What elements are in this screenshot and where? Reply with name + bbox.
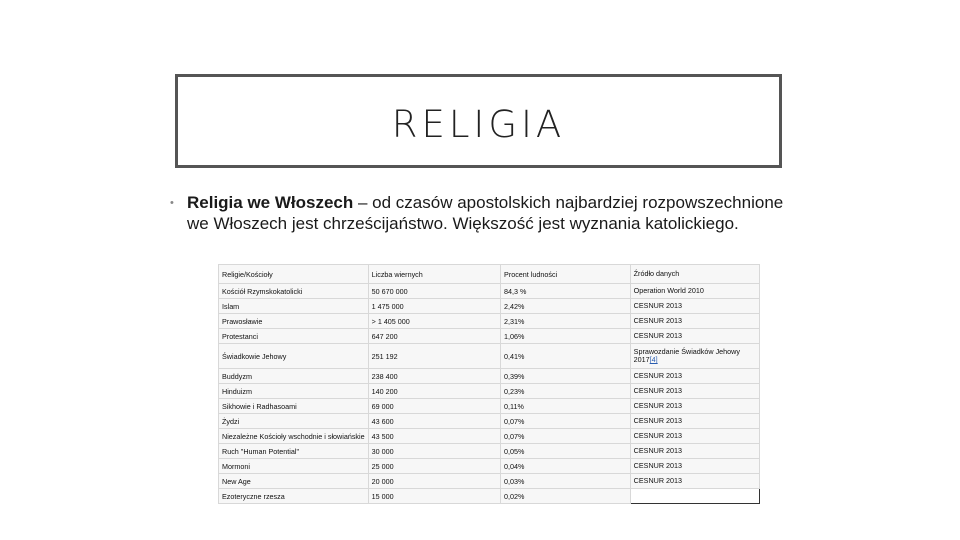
- table-cell: Islam: [219, 299, 369, 314]
- table-cell: Prawosławie: [219, 314, 369, 329]
- table-cell: 238 400: [368, 369, 500, 384]
- table-cell: 20 000: [368, 474, 500, 489]
- table-cell: 0,04%: [501, 459, 631, 474]
- table-cell: CESNUR 2013: [630, 414, 759, 429]
- table-cell: Mormoni: [219, 459, 369, 474]
- table-cell: 0,07%: [501, 429, 631, 444]
- table-cell: Operation World 2010: [630, 284, 759, 299]
- table-row: [219, 314, 760, 329]
- intro-paragraph: [187, 192, 787, 234]
- table-cell: CESNUR 2013: [630, 429, 759, 444]
- table-cell: Niezależne Kościoły wschodnie i słowiańskie: [219, 429, 369, 444]
- table-row: [219, 344, 760, 369]
- title-box: [175, 74, 782, 168]
- table-row: [219, 369, 760, 384]
- table-cell: 1,06%: [501, 329, 631, 344]
- table-cell: 30 000: [368, 444, 500, 459]
- intro-text: – od czasów apostolskich najbardziej rozpowszechnione we Włoszech jest chrześcijaństwo. Większość jest wyznania katolickiego.: [187, 193, 784, 233]
- table-cell: 0,03%: [501, 474, 631, 489]
- table-cell: 2,31%: [501, 314, 631, 329]
- table-cell: CESNUR 2013: [630, 384, 759, 399]
- table-cell: 43 500: [368, 429, 500, 444]
- table-cell: Żydzi: [219, 414, 369, 429]
- table-cell: 0,41%: [501, 344, 631, 369]
- table-cell: CESNUR 2013: [630, 474, 759, 489]
- table-cell: Ezoteryczne rzesza: [219, 489, 369, 504]
- table-cell: [630, 489, 759, 504]
- bullet-icon: •: [170, 197, 174, 209]
- table-cell: CESNUR 2013: [630, 329, 759, 344]
- table-cell: CESNUR 2013: [630, 459, 759, 474]
- table-row: [219, 444, 760, 459]
- table-header-cell: Procent ludności: [501, 265, 631, 284]
- table-cell: Sikhowie i Radhasoami: [219, 399, 369, 414]
- table-cell: 0,39%: [501, 369, 631, 384]
- table-cell: Protestanci: [219, 329, 369, 344]
- table-header-row: [219, 265, 760, 284]
- slide-title: RELIGIA: [391, 103, 566, 146]
- table-cell: 25 000: [368, 459, 500, 474]
- table-cell: 251 192: [368, 344, 500, 369]
- table-cell: Ruch "Human Potential": [219, 444, 369, 459]
- table-row: [219, 284, 760, 299]
- table-cell: Buddyzm: [219, 369, 369, 384]
- table-row: [219, 429, 760, 444]
- table-cell: 69 000: [368, 399, 500, 414]
- table-cell: CESNUR 2013: [630, 299, 759, 314]
- table-cell: > 1 405 000: [368, 314, 500, 329]
- table-cell: 1 475 000: [368, 299, 500, 314]
- table-row: [219, 414, 760, 429]
- table-cell: New Age: [219, 474, 369, 489]
- table-cell: CESNUR 2013: [630, 314, 759, 329]
- table-cell: 0,23%: [501, 384, 631, 399]
- table-cell: 0,07%: [501, 414, 631, 429]
- table-cell: Hinduizm: [219, 384, 369, 399]
- table-cell: CESNUR 2013: [630, 369, 759, 384]
- table-cell: 0,02%: [501, 489, 631, 504]
- table-row: [219, 384, 760, 399]
- table-header-cell: Liczba wiernych: [368, 265, 500, 284]
- table-row: [219, 329, 760, 344]
- table-row: [219, 459, 760, 474]
- table-cell: Świadkowie Jehowy: [219, 344, 369, 369]
- table-cell: 2,42%: [501, 299, 631, 314]
- table-cell: 140 200: [368, 384, 500, 399]
- religion-table: [218, 264, 760, 504]
- table-header-cell: Religie/Kościoły: [219, 265, 369, 284]
- table-row: [219, 489, 760, 504]
- table-cell: 15 000: [368, 489, 500, 504]
- table-cell: 43 600: [368, 414, 500, 429]
- table-header-cell: Źródło danych: [630, 265, 759, 284]
- intro-bold: Religia we Włoszech: [187, 193, 354, 212]
- table-cell: 0,05%: [501, 444, 631, 459]
- table-cell: CESNUR 2013: [630, 444, 759, 459]
- table-row: [219, 299, 760, 314]
- footnote-link[interactable]: [4]: [649, 355, 658, 364]
- table-row: [219, 399, 760, 414]
- table-cell: 84,3 %: [501, 284, 631, 299]
- table-cell: Sprawozdanie Świadków Jehowy 2017[4]: [630, 344, 759, 369]
- table-cell: 647 200: [368, 329, 500, 344]
- table-cell: 0,11%: [501, 399, 631, 414]
- table-cell: CESNUR 2013: [630, 399, 759, 414]
- table-row: [219, 474, 760, 489]
- table-cell: 50 670 000: [368, 284, 500, 299]
- table-cell: Kościół Rzymskokatolicki: [219, 284, 369, 299]
